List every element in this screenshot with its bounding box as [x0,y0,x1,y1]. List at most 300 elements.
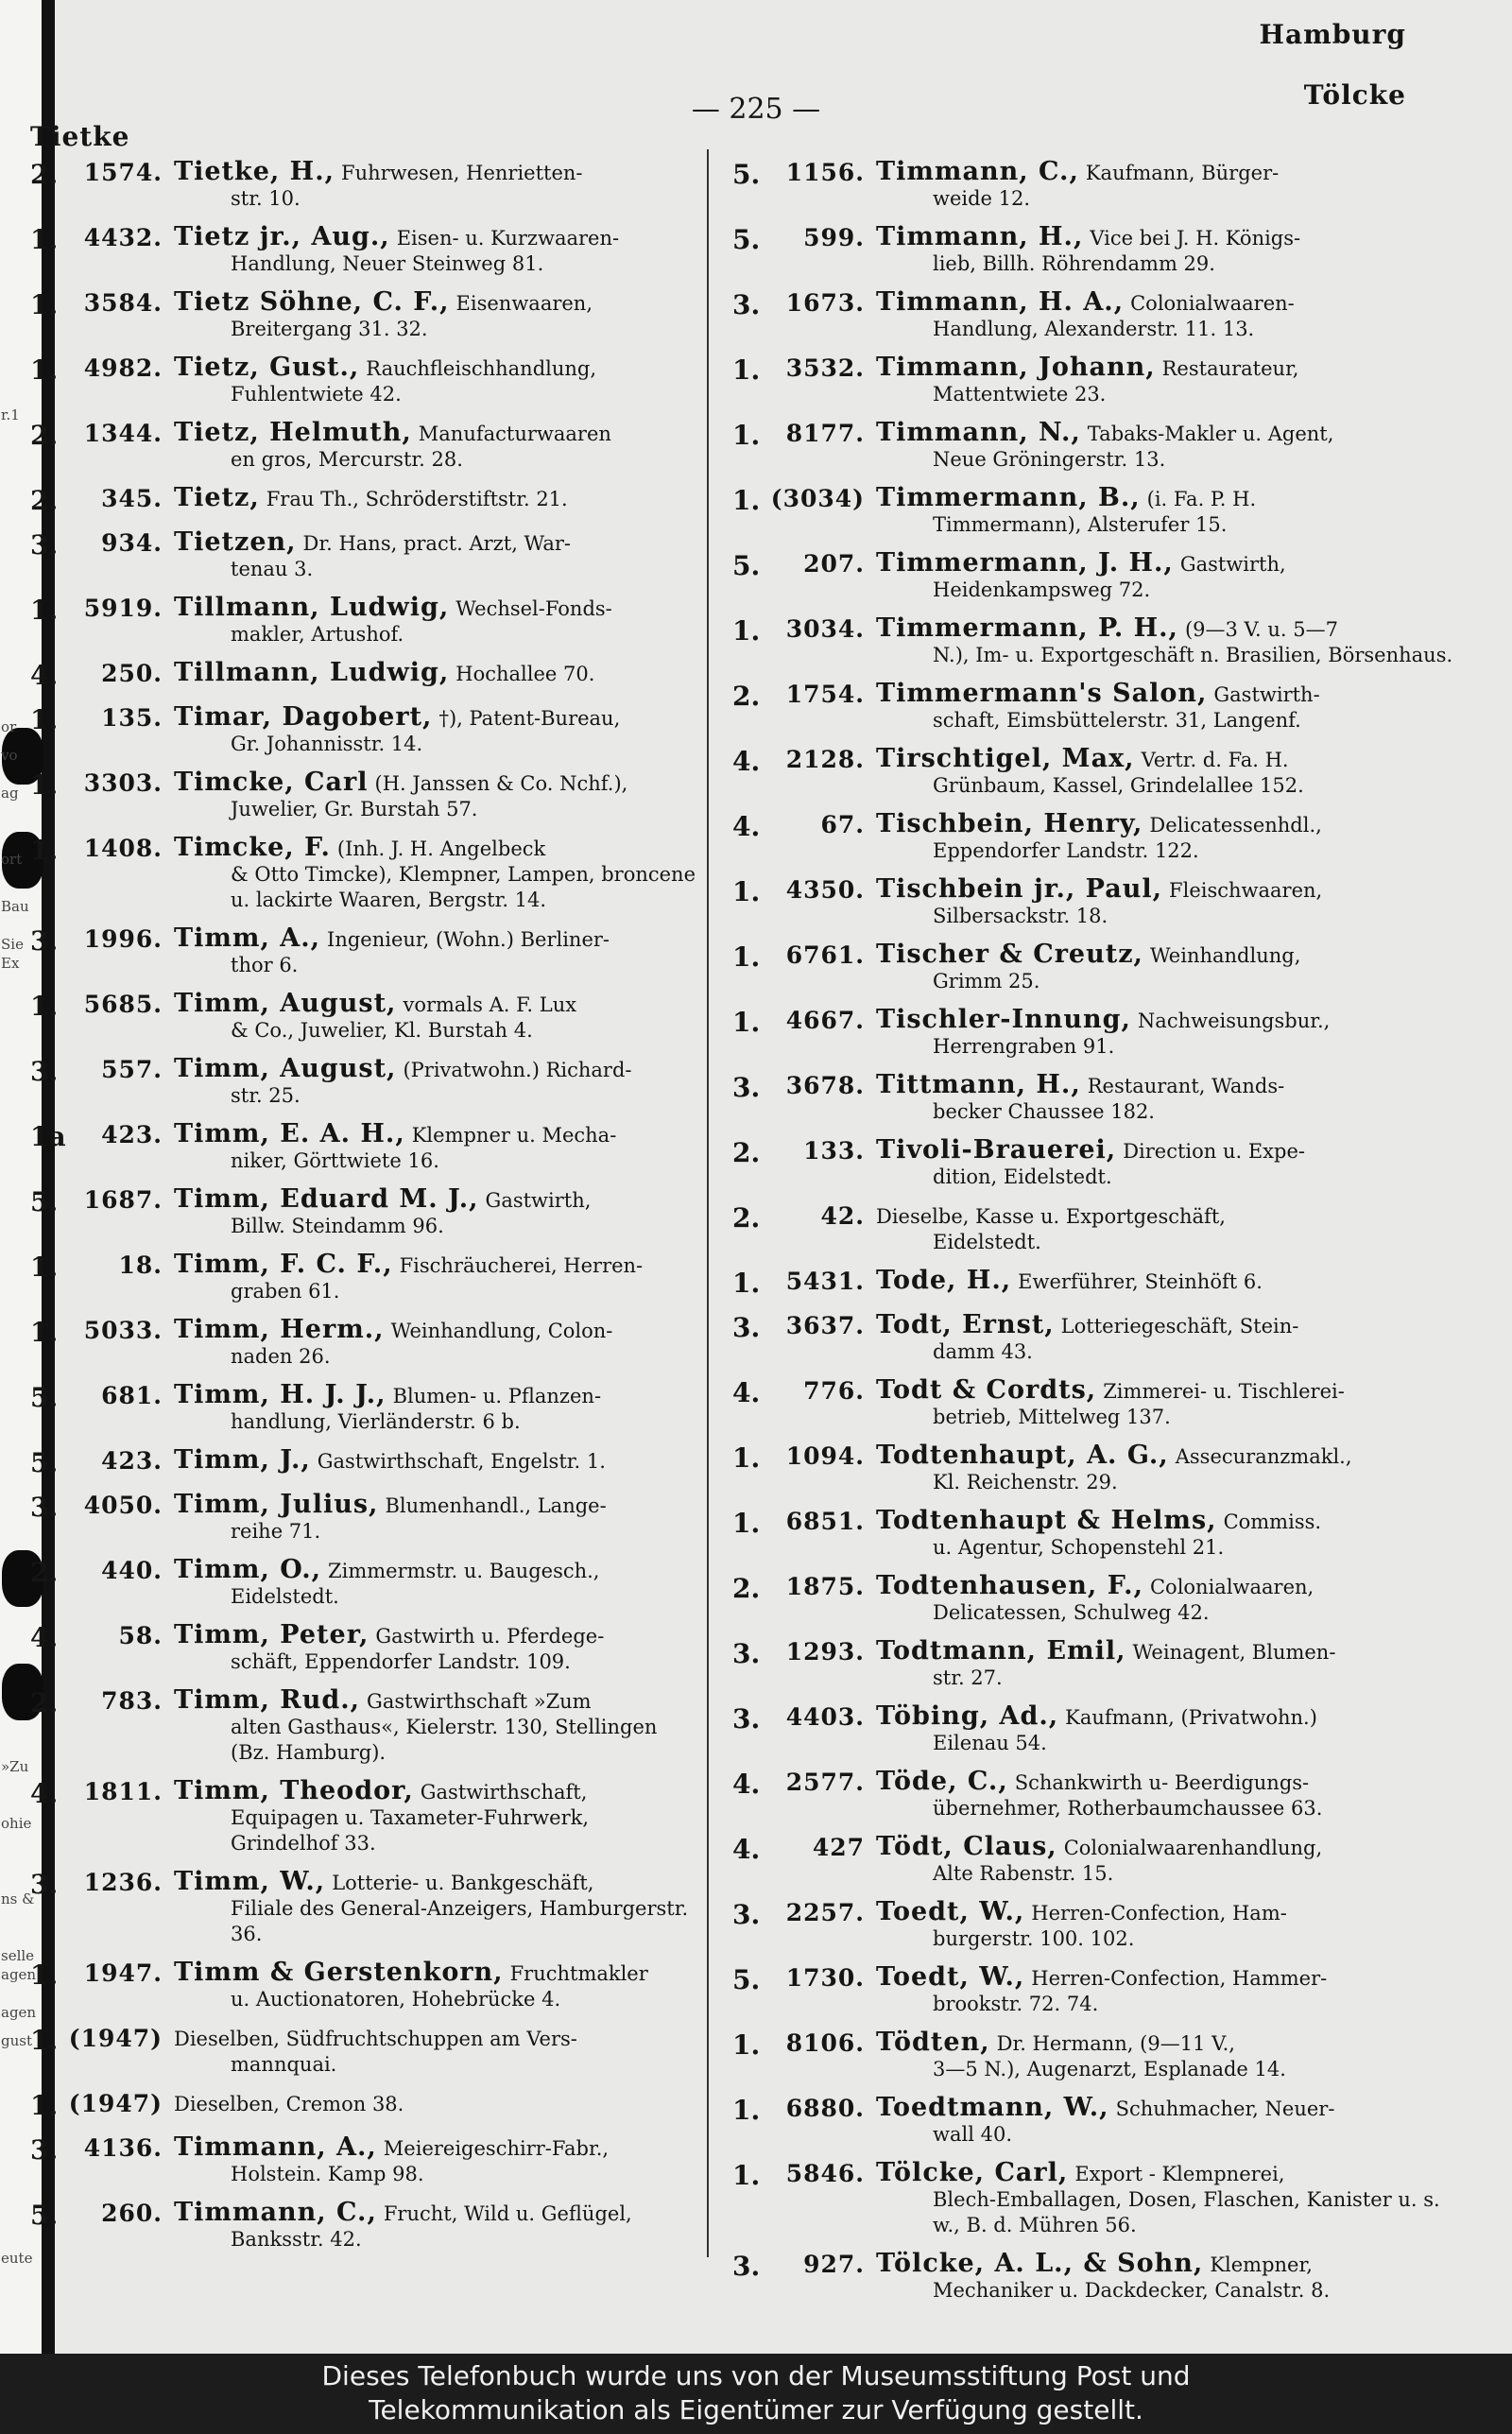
entry-details-continued: brookstr. 72. 74. [933,1993,1099,2015]
entry-text [174,2200,697,2253]
directory-entry [732,224,1460,277]
entry-details: Herren-Confection, Hammer- [1031,1967,1328,1990]
entry-details-continued: & Otto Timcke), Klempner, Lampen, broncene u. lackirte Waaren, Bergstr. 14. [231,863,696,911]
entry-details: Gastwirth- [1213,683,1320,706]
exchange-zone: 5. [732,1964,761,1995]
subscriber-name: Tölcke, Carl, [876,2158,1069,2187]
entry-details-continued: Mechaniker u. Dackdecker, Canalstr. 8. [933,2279,1331,2302]
exchange-zone: 1. [30,769,59,801]
entry-details: Wechsel-Fonds- [455,597,612,620]
phone-number: 6880. [785,2095,865,2122]
exchange-zone: 2. [30,1557,59,1588]
entry-text [174,529,697,582]
entry-text [876,2160,1460,2238]
exchange-zone: 3. [732,1899,761,1930]
entry-text [174,159,697,212]
phone-number: 2257. [785,1899,865,1926]
entry-details: Colonialwaaren- [1130,292,1295,315]
phone-number: 250. [101,660,163,687]
directory-entry [732,485,1460,538]
phone-number: 345. [101,485,163,512]
exchange-zone: 4. [732,1769,761,1800]
exchange-zone: 2. [30,159,59,190]
entry-details: Blumen- u. Pflanzen- [392,1385,602,1407]
entry-text [174,420,697,473]
entry-details-continued: Breitergang 31. 32. [231,318,428,340]
entry-text [876,1573,1460,1626]
directory-entry [30,159,697,212]
exchange-zone: 4. [732,811,761,842]
exchange-zone: 1. [30,354,59,386]
entry-text [174,289,697,342]
subscriber-name: Timar, Dagobert, [174,702,433,732]
phone-number: 5919. [83,595,163,622]
entry-details: (i. Fa. P. H. [1146,488,1257,510]
exchange-zone: 2. [732,1137,761,1168]
phone-number: 67. [820,811,865,838]
entry-details: Colonialwaarenhandlung, [1063,1837,1323,1859]
entry-details: Gastwirth, [485,1189,592,1212]
directory-entry [30,2090,697,2122]
exchange-zone: 5. [732,224,761,255]
subscriber-name: Timmann, Johann, [876,353,1156,382]
phone-number: 6851. [785,1508,865,1535]
directory-entry [732,2160,1460,2238]
exchange-zone: 1. [732,1442,761,1474]
subscriber-name: Timm, W., [174,1867,326,1896]
entry-details-continued: wall 40. [933,2123,1012,2146]
entry-details-continued: reihe 71. [231,1520,321,1543]
exchange-zone: 3. [732,289,761,320]
entry-text [876,1268,1460,1295]
subscriber-name: Todtenhaupt & Helms, [876,1506,1217,1535]
entry-details-continued: & Co., Juwelier, Kl. Burstah 4. [231,1019,533,1042]
entry-text [876,1703,1460,1756]
exchange-zone: 5. [30,1186,59,1217]
subscriber-name: Timm, Rud., [174,1685,361,1715]
phone-number: 440. [101,1557,163,1584]
directory-entry [732,746,1460,799]
directory-entry [30,2200,697,2253]
entry-text [174,925,697,978]
exchange-zone: 5. [30,2200,59,2231]
phone-number: 1094. [785,1442,865,1470]
directory-entry [732,159,1460,212]
edge-fragment-text: gust [1,2032,32,2049]
exchange-zone: 3. [30,529,59,561]
phone-number: 681. [101,1382,163,1409]
phone-number: (1947) [68,2025,163,2052]
entry-details-continued: dition, Eidelstedt. [933,1165,1112,1188]
exchange-zone: 5. [30,1447,59,1478]
directory-entry [30,1778,697,1856]
phone-number: 4403. [785,1703,865,1731]
entry-details-continued: Eilenau 54. [933,1732,1047,1754]
entry-details-continued: str. 10. [231,187,301,210]
subscriber-name: Tietzen, [174,527,297,557]
edge-fragment-text: eute [1,2250,33,2267]
subscriber-name: Toedtmann, W., [876,2093,1109,2122]
exchange-zone: 3. [30,1492,59,1523]
phone-number: 42. [820,1202,865,1230]
entry-text [876,354,1460,407]
entry-details-continued: Neue Gröningerstr. 13. [933,448,1166,471]
phone-number: 3303. [83,769,163,797]
edge-fragment-text: ag [1,785,19,802]
directory-entry [30,420,697,473]
entry-details: Schuhmacher, Neuer- [1115,2097,1335,2120]
phone-number: 4350. [785,876,865,904]
subscriber-name: Timm, A., [174,924,321,953]
subscriber-name: Timm & Gerstenkorn, [174,1958,504,1987]
entry-details: Kaufmann, (Privatwohn.) [1065,1706,1317,1729]
entry-text [876,1312,1460,1365]
subscriber-name: Tillmann, Ludwig, [174,658,450,687]
exchange-zone: 1. [732,615,761,647]
entry-text [876,485,1460,538]
subscriber-name: Tivoli-Brauerei, [876,1135,1117,1165]
subscriber-name: Timm, August, [174,1054,397,1083]
directory-entry [30,835,697,913]
entry-text [876,420,1460,473]
directory-entry [30,1687,697,1766]
entry-details: Lotterie- u. Bankgeschäft, [332,1872,594,1894]
entry-details: Restaurateur, [1161,357,1299,380]
entry-details: Commiss. [1223,1510,1322,1533]
entry-details-continued: handlung, Vierländerstr. 6 b. [231,1410,521,1433]
subscriber-name: Timm, Eduard M. J., [174,1184,479,1214]
entry-details: Gastwirthschaft, [420,1781,588,1804]
entry-details-continued: Eidelstedt. [231,1585,339,1608]
directory-entry [732,1312,1460,1365]
edge-fragment-text: Bau [1,898,29,915]
phone-number: 3584. [83,289,163,317]
exchange-zone: 3. [732,2251,761,2282]
entry-details-continued: Herrengraben 91. [933,1035,1115,1058]
directory-entry [732,1899,1460,1952]
directory-entry [732,1573,1460,1626]
entry-details: Kaufmann, Bürger- [1085,162,1280,184]
directory-entry [732,1377,1460,1430]
subscriber-name: Timm, August, [174,989,397,1018]
entry-details-continued: graben 61. [231,1280,340,1303]
phone-number: 1996. [83,925,163,953]
exchange-zone: 2. [732,1573,761,1604]
phone-number: 1875. [785,1573,865,1600]
subscriber-name: Timcke, F. [174,833,331,862]
exchange-zone: 2. [732,681,761,712]
exchange-zone: 4. [732,1834,761,1865]
entry-details-continued: Billw. Steindamm 96. [231,1215,444,1237]
exchange-zone: 3. [732,1072,761,1103]
directory-entry [30,1447,697,1479]
directory-entry [30,1959,697,2012]
entry-details-continued: Holstein. Kamp 98. [231,2163,424,2185]
directory-entry [732,615,1460,668]
subscriber-name: Tillmann, Ludwig, [174,593,450,622]
entry-text [876,1964,1460,2017]
exchange-zone: 1. [30,1252,59,1283]
subscriber-name: Timmann, C., [876,157,1079,186]
exchange-zone: 2. [30,1687,59,1718]
entry-details-continued: naden 26. [231,1345,331,1368]
entry-text [876,159,1460,212]
entry-details: Nachweisungsbur., [1137,1010,1331,1032]
exchange-zone: 1. [30,289,59,320]
exchange-zone: 3. [30,1056,59,1087]
entry-details-continued: Equipagen u. Taxameter-Fuhrwerk, Grindelhof 33. [231,1806,590,1855]
entry-text [174,1056,697,1109]
subscriber-name: Timm, O., [174,1555,322,1584]
subscriber-name: Timmann, N., [876,418,1081,447]
directory-entry [30,769,697,822]
exchange-zone: 1. [732,941,761,973]
directory-entry [732,1268,1460,1300]
subscriber-name: Toedt, W., [876,1962,1025,1992]
exchange-zone: 2. [732,1202,761,1234]
entry-text [174,354,697,407]
subscriber-name: Timmann, H. A., [876,287,1125,317]
phone-number: 1811. [83,1778,163,1805]
exchange-zone: 4. [30,1778,59,1809]
entry-text [876,1508,1460,1561]
entry-details-continued: burgerstr. 100. 102. [933,1927,1135,1950]
entry-details: Dieselben, Südfruchtschuppen am Vers- [174,2028,577,2050]
exchange-zone: 1. [732,354,761,386]
entry-text [174,2090,697,2117]
directory-entry [732,1964,1460,2017]
entry-text [876,811,1460,864]
phone-number: 5431. [785,1268,865,1295]
phone-number: 3678. [785,1072,865,1099]
entry-details-continued: lieb, Billh. Röhrendamm 29. [933,252,1215,275]
directory-entry [732,1007,1460,1060]
directory-entry [732,941,1460,994]
entry-details-continued: Gr. Johannisstr. 14. [231,733,423,755]
exchange-zone: 1. [732,1508,761,1539]
phone-number: 1344. [83,420,163,447]
entry-text [876,876,1460,929]
entry-text [876,1377,1460,1430]
entry-text [174,835,697,913]
entry-details: Fleischwaaren, [1169,879,1323,902]
entry-details-continued: Banksstr. 42. [231,2228,362,2251]
entry-details-continued: schaft, Eimsbüttelerstr. 31, Langenf. [933,709,1301,732]
entry-details-continued: tenau 3. [231,558,314,580]
phone-number: 2128. [785,746,865,773]
phone-number: 1730. [785,1964,865,1992]
directory-entry [30,2025,697,2078]
entry-text [174,1778,697,1856]
phone-number: 776. [803,1377,865,1405]
directory-entry [30,224,697,277]
directory-entry [732,354,1460,407]
exchange-zone: 1. [732,2029,761,2061]
directory-entry [30,289,697,342]
entry-details: Dr. Hans, pract. Arzt, War- [302,532,571,555]
edge-fragment-text: selle [1,1947,35,1964]
entry-details: Delicatessenhdl., [1149,814,1322,837]
directory-entry [30,1317,697,1370]
subscriber-name: Timm, J., [174,1445,311,1475]
entry-details: (H. Janssen & Co. Nchf.), [374,772,628,795]
edge-fragment-text: ort [1,851,23,868]
entry-text [876,941,1460,994]
edge-fragment-text: ns & [1,1890,35,1907]
subscriber-name: Todt & Cordts, [876,1375,1097,1405]
entry-details-continued: Eppendorfer Landstr. 122. [933,839,1199,862]
edge-fragment-text: r.1 [1,406,20,423]
entry-details-continued: betrieb, Mittelweg 137. [933,1406,1171,1428]
phone-number: 8106. [785,2029,865,2057]
exchange-zone: 1. [732,876,761,907]
directory-entry [732,1508,1460,1561]
subscriber-name: Tietz jr., Aug., [174,222,390,251]
entry-text [174,1317,697,1370]
entry-text [174,2134,697,2187]
phone-number: 599. [803,224,865,251]
directory-entry [732,289,1460,342]
edge-fragment-text: or [1,718,17,735]
subscriber-name: Timmermann, P. H., [876,613,1178,643]
entry-details-continued: Kl. Reichenstr. 29. [933,1471,1118,1493]
entry-details-continued: Fuhlentwiete 42. [231,383,402,406]
subscriber-name: Tödt, Claus, [876,1832,1057,1861]
exchange-zone: 4. [732,746,761,777]
running-head-left: Tietke [30,121,130,152]
entry-text [876,1202,1460,1255]
subscriber-name: Tode, H., [876,1266,1012,1295]
entry-text [174,1869,697,1947]
exchange-zone: 1. [30,2025,59,2056]
entry-details: Klempner, [1210,2253,1313,2276]
exchange-zone: 1. [732,1007,761,1038]
entry-details-continued: schäft, Eppendorfer Landstr. 109. [231,1650,571,1673]
entry-details: Vertr. d. Fa. H. [1141,749,1289,771]
entry-details-continued: Filiale des General-Anzeigers, Hamburgerstr. 36. [231,1897,689,1945]
directory-entry [30,660,697,692]
directory-entry [732,550,1460,603]
phone-number: 1947. [83,1959,163,1987]
entry-text [174,1557,697,1610]
edge-fragment-text: Sie [1,936,24,953]
phone-number: 3637. [785,1312,865,1339]
subscriber-name: Tischler-Innung, [876,1005,1131,1034]
entry-details-continued: Handlung, Neuer Steinweg 81. [231,252,544,275]
entry-details: †), Patent-Bureau, [438,707,621,730]
directory-entry [732,1072,1460,1125]
entry-details: Gastwirthschaft, Engelstr. 1. [317,1450,606,1473]
entry-text [876,1442,1460,1495]
subscriber-name: Timmermann, J. H., [876,548,1174,578]
entry-details: Fuhrwesen, Henrietten- [341,162,583,184]
directory-entry [732,811,1460,864]
entry-text [876,2095,1460,2148]
exchange-zone: 1. [30,2090,59,2121]
phone-number: (1947) [68,2090,163,2117]
entry-details-continued: u. Agentur, Schopenstehl 21. [933,1536,1225,1559]
directory-entry [30,704,697,757]
entry-details-continued: 3—5 N.), Augenarzt, Esplanade 14. [933,2058,1286,2080]
subscriber-name: Todtenhausen, F., [876,1571,1143,1600]
directory-entry [732,1202,1460,1255]
exchange-zone: 3. [30,2134,59,2166]
page-number: — 225 — [691,93,821,126]
subscriber-name: Timmermann's Salon, [876,679,1208,708]
phone-number: 207. [803,550,865,578]
phone-number: 1754. [785,681,865,708]
subscriber-name: Timm, H. J. J., [174,1380,387,1409]
phone-number: 557. [101,1056,163,1083]
phone-number: 3034. [785,615,865,643]
entry-details: Frucht, Wild u. Geflügel, [383,2202,632,2225]
phone-number: 4667. [785,1007,865,1034]
phone-number: (3034) [770,485,865,512]
subscriber-name: Timmann, A., [174,2132,377,2162]
directory-entry [732,876,1460,929]
exchange-zone: 4. [30,1622,59,1653]
entry-details: Assecuranzmakl., [1175,1445,1352,1468]
exchange-zone: 3. [30,1869,59,1900]
entry-details: Hochallee 70. [455,663,595,685]
entry-text [876,1072,1460,1125]
entry-text [174,704,697,757]
entry-text [174,660,697,687]
directory-entry [30,1492,697,1545]
entry-text [876,1834,1460,1887]
entry-details-continued: niker, Görttwiete 16. [231,1149,439,1172]
exchange-zone: 4. [732,1377,761,1408]
entry-text [174,595,697,647]
exchange-zone: 5. [732,550,761,581]
edge-fragment-text: agen [1,1966,37,1983]
exchange-zone: 4. [30,660,59,691]
subscriber-name: Tittmann, H., [876,1070,1081,1099]
entry-details-continued: Timmermann), Alsterufer 15. [933,513,1228,536]
entry-details: Gastwirth, [1179,553,1286,576]
entry-details: Fruchtmakler [509,1962,648,1985]
entry-details-continued: str. 27. [933,1666,1003,1689]
entry-details-continued: damm 43. [933,1340,1033,1363]
exchange-zone: 1. [732,2095,761,2126]
entry-details: Gastwirth u. Pferdege- [375,1625,605,1648]
exchange-zone: 3. [732,1703,761,1735]
directory-entry [732,1703,1460,1756]
entry-text [876,289,1460,342]
subscriber-name: Timm, Julius, [174,1490,379,1519]
right-column [732,159,1460,2316]
directory-entry [30,354,697,407]
column-divider [707,149,709,2257]
subscriber-name: Töde, C., [876,1767,1008,1796]
entry-text [174,769,697,822]
entry-details-continued: Alte Rabenstr. 15. [933,1862,1114,1885]
entry-details: Frau Th., Schröderstiftstr. 21. [266,488,568,510]
phone-number: 3532. [785,354,865,382]
phone-number: 133. [803,1137,865,1165]
subscriber-name: Timmermann, B., [876,483,1141,512]
running-head-city: Hamburg [1259,19,1406,50]
directory-entry [30,1869,697,1947]
subscriber-name: Todt, Ernst, [876,1310,1055,1339]
entry-text [174,1687,697,1766]
phone-number: 4136. [83,2134,163,2162]
footer-notice [0,2354,1512,2434]
exchange-zone: 1. [30,1959,59,1991]
entry-details: Zimmermstr. u. Baugesch., [328,1560,600,1582]
entry-details-continued: Mattentwiete 23. [933,383,1107,406]
entry-text [876,1137,1460,1190]
